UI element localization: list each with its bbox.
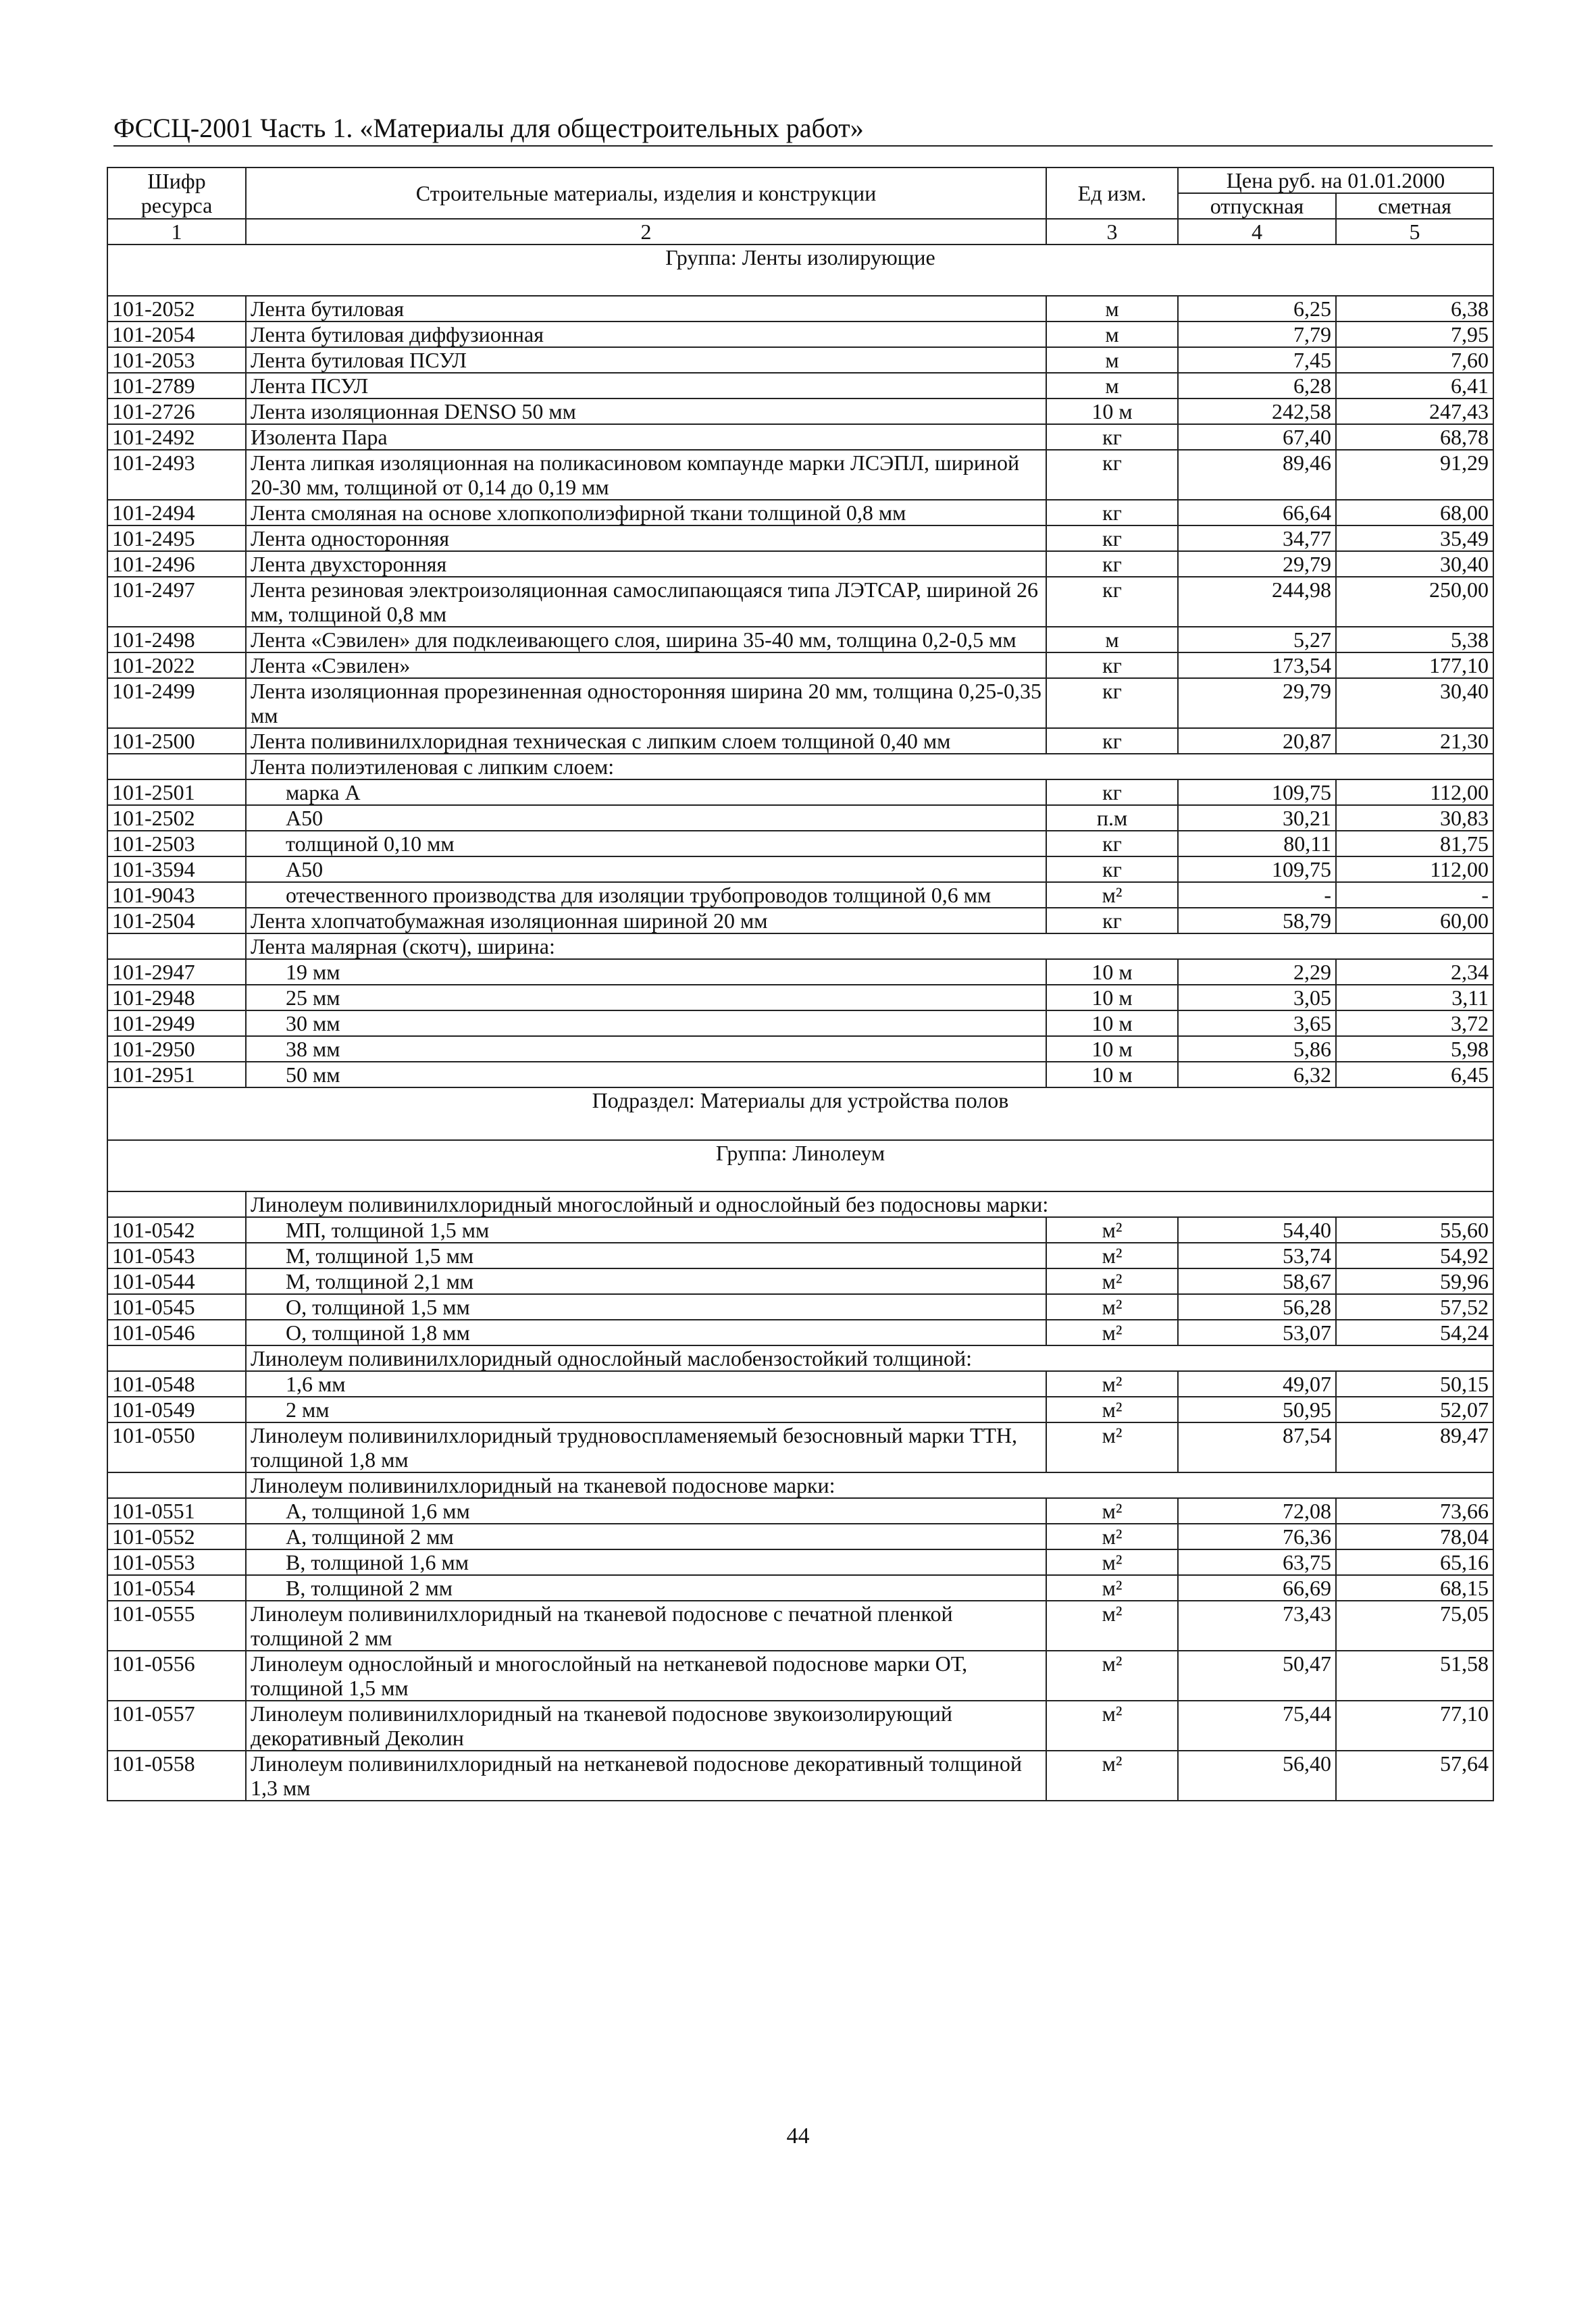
- unit-cell: м²: [1046, 1575, 1178, 1601]
- table-row: [107, 1651, 1493, 1701]
- resource-code: 101-2498: [107, 627, 246, 652]
- material-name: О, толщиной 1,5 мм: [246, 1294, 1046, 1320]
- table-row: [107, 1601, 1493, 1651]
- unit-cell: 10 м: [1046, 959, 1178, 985]
- unit-cell: м: [1046, 322, 1178, 347]
- table-row: [107, 373, 1493, 398]
- estimate-price: 75,05: [1336, 1601, 1493, 1651]
- unit-cell: 10 м: [1046, 1010, 1178, 1036]
- col-number: 3: [1046, 219, 1178, 245]
- material-name: Лента ПСУЛ: [246, 373, 1046, 398]
- estimate-price: 6,41: [1336, 373, 1493, 398]
- resource-code: 101-0558: [107, 1751, 246, 1801]
- release-price: 20,87: [1178, 728, 1336, 754]
- table-row: [107, 424, 1493, 450]
- material-name: Лента «Сэвилен»: [246, 652, 1046, 678]
- table-row: [107, 1294, 1493, 1320]
- resource-code: 101-2789: [107, 373, 246, 398]
- unit-cell: м²: [1046, 1294, 1178, 1320]
- material-name: Лента изоляционная DENSO 50 мм: [246, 398, 1046, 424]
- estimate-price: 57,52: [1336, 1294, 1493, 1320]
- resource-code: 101-2503: [107, 831, 246, 856]
- resource-code: 101-2947: [107, 959, 246, 985]
- resource-code: 101-2501: [107, 779, 246, 805]
- col-header-release-price: отпускная: [1178, 193, 1336, 219]
- resource-code: 101-2022: [107, 652, 246, 678]
- release-price: 7,45: [1178, 347, 1336, 373]
- material-name: В, толщиной 2 мм: [246, 1575, 1046, 1601]
- material-name: О, толщиной 1,8 мм: [246, 1320, 1046, 1345]
- estimate-price: 21,30: [1336, 728, 1493, 754]
- resource-code: 101-2054: [107, 322, 246, 347]
- category-heading-row: [107, 754, 1493, 779]
- estimate-price: 7,95: [1336, 322, 1493, 347]
- table-row: [107, 1243, 1493, 1268]
- material-name: Лента смоляная на основе хлопкополиэфирной ткани толщиной 0,8 мм: [246, 500, 1046, 525]
- estimate-price: 112,00: [1336, 856, 1493, 882]
- col-number: 4: [1178, 219, 1336, 245]
- table-row: [107, 577, 1493, 627]
- release-price: 67,40: [1178, 424, 1336, 450]
- price-table: [107, 167, 1494, 1801]
- material-name: 25 мм: [246, 985, 1046, 1010]
- table-row: [107, 1036, 1493, 1062]
- release-price: 54,40: [1178, 1217, 1336, 1243]
- table-row: [107, 525, 1493, 551]
- resource-code: 101-0552: [107, 1524, 246, 1549]
- material-name: 2 мм: [246, 1397, 1046, 1422]
- release-price: 109,75: [1178, 779, 1336, 805]
- release-price: 53,74: [1178, 1243, 1336, 1268]
- table-row: [107, 805, 1493, 831]
- category-code-cell: [107, 1191, 246, 1217]
- unit-cell: кг: [1046, 779, 1178, 805]
- release-price: 242,58: [1178, 398, 1336, 424]
- release-price: 6,28: [1178, 373, 1336, 398]
- estimate-price: 54,24: [1336, 1320, 1493, 1345]
- release-price: 75,44: [1178, 1701, 1336, 1751]
- material-name: Лента липкая изоляционная на поликасиновом компаунде марки ЛСЭПЛ, шириной 20-30 мм, толщиной от 0,14 до 0,19 мм: [246, 450, 1046, 500]
- page-number: 44: [786, 2124, 810, 2149]
- group-title: Группа: Ленты изолирующие: [107, 245, 1493, 296]
- release-price: 80,11: [1178, 831, 1336, 856]
- unit-cell: 10 м: [1046, 985, 1178, 1010]
- estimate-price: 3,72: [1336, 1010, 1493, 1036]
- release-price: 5,27: [1178, 627, 1336, 652]
- release-price: 76,36: [1178, 1524, 1336, 1549]
- material-name: Лента хлопчатобумажная изоляционная шириной 20 мм: [246, 908, 1046, 933]
- resource-code: 101-0554: [107, 1575, 246, 1601]
- material-name: Лента изоляционная прорезиненная односторонняя ширина 20 мм, толщина 0,25-0,35 мм: [246, 678, 1046, 728]
- release-price: 173,54: [1178, 652, 1336, 678]
- release-price: 73,43: [1178, 1601, 1336, 1651]
- estimate-price: 5,38: [1336, 627, 1493, 652]
- material-name: А, толщиной 2 мм: [246, 1524, 1046, 1549]
- resource-code: 101-0549: [107, 1397, 246, 1422]
- category-heading: Линолеум поливинилхлоридный на тканевой подоснове марки:: [246, 1472, 1493, 1498]
- group-heading-row: [107, 1140, 1493, 1191]
- unit-cell: кг: [1046, 856, 1178, 882]
- unit-cell: м²: [1046, 1498, 1178, 1524]
- table-row: [107, 1701, 1493, 1751]
- release-price: 87,54: [1178, 1422, 1336, 1472]
- material-name: толщиной 0,10 мм: [246, 831, 1046, 856]
- resource-code: 101-0545: [107, 1294, 246, 1320]
- col-header-unit: Ед изм.: [1046, 168, 1178, 219]
- table-row: [107, 985, 1493, 1010]
- category-code-cell: [107, 754, 246, 779]
- material-name: М, толщиной 1,5 мм: [246, 1243, 1046, 1268]
- estimate-price: 60,00: [1336, 908, 1493, 933]
- resource-code: 101-2502: [107, 805, 246, 831]
- resource-code: 101-2053: [107, 347, 246, 373]
- resource-code: 101-2495: [107, 525, 246, 551]
- unit-cell: м²: [1046, 1651, 1178, 1701]
- unit-cell: 10 м: [1046, 1062, 1178, 1087]
- estimate-price: 3,11: [1336, 985, 1493, 1010]
- release-price: 7,79: [1178, 322, 1336, 347]
- release-price: 56,28: [1178, 1294, 1336, 1320]
- unit-cell: кг: [1046, 525, 1178, 551]
- material-name: 1,6 мм: [246, 1371, 1046, 1397]
- estimate-price: -: [1336, 882, 1493, 908]
- estimate-price: 52,07: [1336, 1397, 1493, 1422]
- resource-code: 101-2949: [107, 1010, 246, 1036]
- col-header-estimate-price: сметная: [1336, 193, 1493, 219]
- unit-cell: кг: [1046, 551, 1178, 577]
- release-price: 2,29: [1178, 959, 1336, 985]
- material-name: 19 мм: [246, 959, 1046, 985]
- release-price: 89,46: [1178, 450, 1336, 500]
- material-name: МП, толщиной 1,5 мм: [246, 1217, 1046, 1243]
- resource-code: 101-0542: [107, 1217, 246, 1243]
- material-name: отечественного производства для изоляции трубопроводов толщиной 0,6 мм: [246, 882, 1046, 908]
- col-number: 2: [246, 219, 1046, 245]
- estimate-price: 73,66: [1336, 1498, 1493, 1524]
- table-row: [107, 779, 1493, 805]
- col-number: 5: [1336, 219, 1493, 245]
- release-price: 66,69: [1178, 1575, 1336, 1601]
- table-row: [107, 831, 1493, 856]
- release-price: 53,07: [1178, 1320, 1336, 1345]
- unit-cell: м²: [1046, 882, 1178, 908]
- resource-code: 101-2493: [107, 450, 246, 500]
- resource-code: 101-2052: [107, 296, 246, 322]
- estimate-price: 51,58: [1336, 1651, 1493, 1701]
- material-name: Изолента Пара: [246, 424, 1046, 450]
- header-rule: [113, 145, 1493, 147]
- unit-cell: м²: [1046, 1549, 1178, 1575]
- unit-cell: м²: [1046, 1524, 1178, 1549]
- material-name: Лента поливинилхлоридная техническая с липким слоем толщиной 0,40 мм: [246, 728, 1046, 754]
- material-name: А50: [246, 856, 1046, 882]
- unit-cell: м²: [1046, 1268, 1178, 1294]
- table-row: [107, 856, 1493, 882]
- resource-code: 101-0543: [107, 1243, 246, 1268]
- estimate-price: 35,49: [1336, 525, 1493, 551]
- estimate-price: 250,00: [1336, 577, 1493, 627]
- estimate-price: 55,60: [1336, 1217, 1493, 1243]
- material-name: Лента бутиловая диффузионная: [246, 322, 1046, 347]
- col-header-price: Цена руб. на 01.01.2000: [1178, 168, 1493, 193]
- release-price: 50,47: [1178, 1651, 1336, 1701]
- material-name: 50 мм: [246, 1062, 1046, 1087]
- category-heading-row: [107, 1345, 1493, 1371]
- material-name: Линолеум поливинилхлоридный на нетканевой подоснове декоративный толщиной 1,3 мм: [246, 1751, 1046, 1801]
- release-price: 50,95: [1178, 1397, 1336, 1422]
- resource-code: 101-3594: [107, 856, 246, 882]
- category-code-cell: [107, 1345, 246, 1371]
- release-price: 29,79: [1178, 551, 1336, 577]
- estimate-price: 59,96: [1336, 1268, 1493, 1294]
- resource-code: 101-0544: [107, 1268, 246, 1294]
- unit-cell: м²: [1046, 1751, 1178, 1801]
- estimate-price: 30,40: [1336, 551, 1493, 577]
- resource-code: 101-0548: [107, 1371, 246, 1397]
- material-name: 38 мм: [246, 1036, 1046, 1062]
- table-row: [107, 882, 1493, 908]
- table-row: [107, 908, 1493, 933]
- release-price: 5,86: [1178, 1036, 1336, 1062]
- resource-code: 101-2500: [107, 728, 246, 754]
- unit-cell: п.м: [1046, 805, 1178, 831]
- unit-cell: м: [1046, 373, 1178, 398]
- unit-cell: кг: [1046, 831, 1178, 856]
- resource-code: 101-0555: [107, 1601, 246, 1651]
- unit-cell: м²: [1046, 1422, 1178, 1472]
- resource-code: 101-0550: [107, 1422, 246, 1472]
- resource-code: 101-2494: [107, 500, 246, 525]
- estimate-price: 2,34: [1336, 959, 1493, 985]
- release-price: 30,21: [1178, 805, 1336, 831]
- estimate-price: 247,43: [1336, 398, 1493, 424]
- unit-cell: м²: [1046, 1701, 1178, 1751]
- category-code-cell: [107, 1472, 246, 1498]
- release-price: 63,75: [1178, 1549, 1336, 1575]
- material-name: Линолеум однослойный и многослойный на нетканевой подоснове марки ОТ, толщиной 1,5 мм: [246, 1651, 1046, 1701]
- table-row: [107, 1549, 1493, 1575]
- release-price: 56,40: [1178, 1751, 1336, 1801]
- unit-cell: м²: [1046, 1320, 1178, 1345]
- material-name: В, толщиной 1,6 мм: [246, 1549, 1046, 1575]
- unit-cell: м: [1046, 296, 1178, 322]
- release-price: 244,98: [1178, 577, 1336, 627]
- unit-cell: кг: [1046, 728, 1178, 754]
- resource-code: 101-2496: [107, 551, 246, 577]
- release-price: 3,65: [1178, 1010, 1336, 1036]
- release-price: 58,79: [1178, 908, 1336, 933]
- resource-code: 101-2951: [107, 1062, 246, 1087]
- category-heading-row: [107, 1472, 1493, 1498]
- estimate-price: 68,15: [1336, 1575, 1493, 1601]
- table-row: [107, 1062, 1493, 1087]
- column-numbers-row: [107, 219, 1493, 245]
- material-name: Линолеум поливинилхлоридный трудновоспламеняемый безосновный марки ТТН, толщиной 1,8 мм: [246, 1422, 1046, 1472]
- release-price: -: [1178, 882, 1336, 908]
- estimate-price: 30,40: [1336, 678, 1493, 728]
- material-name: Лента резиновая электроизоляционная самослипающаяся типа ЛЭТСАР, шириной 26 мм, толщиной 0,8 мм: [246, 577, 1046, 627]
- category-heading: Лента малярная (скотч), ширина:: [246, 933, 1493, 959]
- col-header-name: Строительные материалы, изделия и конструкции: [246, 168, 1046, 219]
- subsection-title: Подраздел: Материалы для устройства полов: [107, 1087, 1493, 1140]
- table-row: [107, 1371, 1493, 1397]
- table-row: [107, 1422, 1493, 1472]
- material-name: А, толщиной 1,6 мм: [246, 1498, 1046, 1524]
- estimate-price: 54,92: [1336, 1243, 1493, 1268]
- unit-cell: кг: [1046, 424, 1178, 450]
- material-name: М, толщиной 2,1 мм: [246, 1268, 1046, 1294]
- material-name: Линолеум поливинилхлоридный на тканевой подоснове с печатной пленкой толщиной 2 мм: [246, 1601, 1046, 1651]
- col-number: 1: [107, 219, 246, 245]
- resource-code: 101-2950: [107, 1036, 246, 1062]
- unit-cell: м: [1046, 627, 1178, 652]
- table-row: [107, 678, 1493, 728]
- resource-code: 101-0546: [107, 1320, 246, 1345]
- release-price: 6,25: [1178, 296, 1336, 322]
- estimate-price: 177,10: [1336, 652, 1493, 678]
- table-row: [107, 627, 1493, 652]
- category-heading: Линолеум поливинилхлоридный однослойный маслобензостойкий толщиной:: [246, 1345, 1493, 1371]
- table-row: [107, 1010, 1493, 1036]
- resource-code: 101-0557: [107, 1701, 246, 1751]
- material-name: Лента двухсторонняя: [246, 551, 1046, 577]
- table-row: [107, 1268, 1493, 1294]
- estimate-price: 78,04: [1336, 1524, 1493, 1549]
- resource-code: 101-0551: [107, 1498, 246, 1524]
- table-row: [107, 652, 1493, 678]
- estimate-price: 30,83: [1336, 805, 1493, 831]
- resource-code: 101-2726: [107, 398, 246, 424]
- table-body: [107, 245, 1493, 1801]
- table-row: [107, 1575, 1493, 1601]
- table-header-row: [107, 168, 1493, 193]
- category-heading: Линолеум поливинилхлоридный многослойный и однослойный без подосновы марки:: [246, 1191, 1493, 1217]
- table-row: [107, 347, 1493, 373]
- table-row: [107, 450, 1493, 500]
- subsection-heading-row: [107, 1087, 1493, 1140]
- category-heading-row: [107, 1191, 1493, 1217]
- unit-cell: кг: [1046, 652, 1178, 678]
- unit-cell: кг: [1046, 500, 1178, 525]
- table-row: [107, 1524, 1493, 1549]
- release-price: 6,32: [1178, 1062, 1336, 1087]
- resource-code: 101-2504: [107, 908, 246, 933]
- estimate-price: 68,00: [1336, 500, 1493, 525]
- resource-code: 101-2492: [107, 424, 246, 450]
- unit-cell: кг: [1046, 678, 1178, 728]
- release-price: 29,79: [1178, 678, 1336, 728]
- resource-code: 101-0556: [107, 1651, 246, 1701]
- estimate-price: 91,29: [1336, 450, 1493, 500]
- unit-cell: м²: [1046, 1397, 1178, 1422]
- table-row: [107, 1498, 1493, 1524]
- estimate-price: 65,16: [1336, 1549, 1493, 1575]
- unit-cell: кг: [1046, 577, 1178, 627]
- unit-cell: м²: [1046, 1371, 1178, 1397]
- group-heading-row: [107, 245, 1493, 296]
- material-name: Лента бутиловая: [246, 296, 1046, 322]
- table-row: [107, 1397, 1493, 1422]
- unit-cell: кг: [1046, 450, 1178, 500]
- material-name: Линолеум поливинилхлоридный на тканевой подоснове звукоизолирующий декоративный Деколин: [246, 1701, 1046, 1751]
- category-heading-row: [107, 933, 1493, 959]
- unit-cell: м²: [1046, 1217, 1178, 1243]
- release-price: 66,64: [1178, 500, 1336, 525]
- release-price: 109,75: [1178, 856, 1336, 882]
- estimate-price: 77,10: [1336, 1701, 1493, 1751]
- material-name: Лента «Сэвилен» для подклеивающего слоя, ширина 35-40 мм, толщина 0,2-0,5 мм: [246, 627, 1046, 652]
- category-heading: Лента полиэтиленовая с липким слоем:: [246, 754, 1493, 779]
- release-price: 49,07: [1178, 1371, 1336, 1397]
- estimate-price: 68,78: [1336, 424, 1493, 450]
- material-name: Лента бутиловая ПСУЛ: [246, 347, 1046, 373]
- estimate-price: 6,38: [1336, 296, 1493, 322]
- category-code-cell: [107, 933, 246, 959]
- resource-code: 101-9043: [107, 882, 246, 908]
- table-row: [107, 1751, 1493, 1801]
- material-name: марка А: [246, 779, 1046, 805]
- table-row: [107, 728, 1493, 754]
- estimate-price: 89,47: [1336, 1422, 1493, 1472]
- release-price: 34,77: [1178, 525, 1336, 551]
- release-price: 3,05: [1178, 985, 1336, 1010]
- unit-cell: м²: [1046, 1601, 1178, 1651]
- material-name: Лента односторонняя: [246, 525, 1046, 551]
- col-header-code: Шифр ресурса: [107, 168, 246, 219]
- estimate-price: 5,98: [1336, 1036, 1493, 1062]
- page-header-title: ФССЦ-2001 Часть 1. «Материалы для общестроительных работ»: [113, 113, 864, 143]
- table-row: [107, 551, 1493, 577]
- resource-code: 101-2497: [107, 577, 246, 627]
- estimate-price: 50,15: [1336, 1371, 1493, 1397]
- unit-cell: м: [1046, 347, 1178, 373]
- resource-code: 101-0553: [107, 1549, 246, 1575]
- estimate-price: 112,00: [1336, 779, 1493, 805]
- release-price: 72,08: [1178, 1498, 1336, 1524]
- estimate-price: 7,60: [1336, 347, 1493, 373]
- table-row: [107, 322, 1493, 347]
- unit-cell: кг: [1046, 908, 1178, 933]
- group-title: Группа: Линолеум: [107, 1140, 1493, 1191]
- material-name: 30 мм: [246, 1010, 1046, 1036]
- table-row: [107, 1217, 1493, 1243]
- table-row: [107, 398, 1493, 424]
- estimate-price: 57,64: [1336, 1751, 1493, 1801]
- table-row: [107, 296, 1493, 322]
- table-row: [107, 1320, 1493, 1345]
- unit-cell: 10 м: [1046, 398, 1178, 424]
- resource-code: 101-2499: [107, 678, 246, 728]
- release-price: 58,67: [1178, 1268, 1336, 1294]
- estimate-price: 6,45: [1336, 1062, 1493, 1087]
- table-row: [107, 959, 1493, 985]
- resource-code: 101-2948: [107, 985, 246, 1010]
- estimate-price: 81,75: [1336, 831, 1493, 856]
- material-name: А50: [246, 805, 1046, 831]
- unit-cell: 10 м: [1046, 1036, 1178, 1062]
- unit-cell: м²: [1046, 1243, 1178, 1268]
- table-row: [107, 500, 1493, 525]
